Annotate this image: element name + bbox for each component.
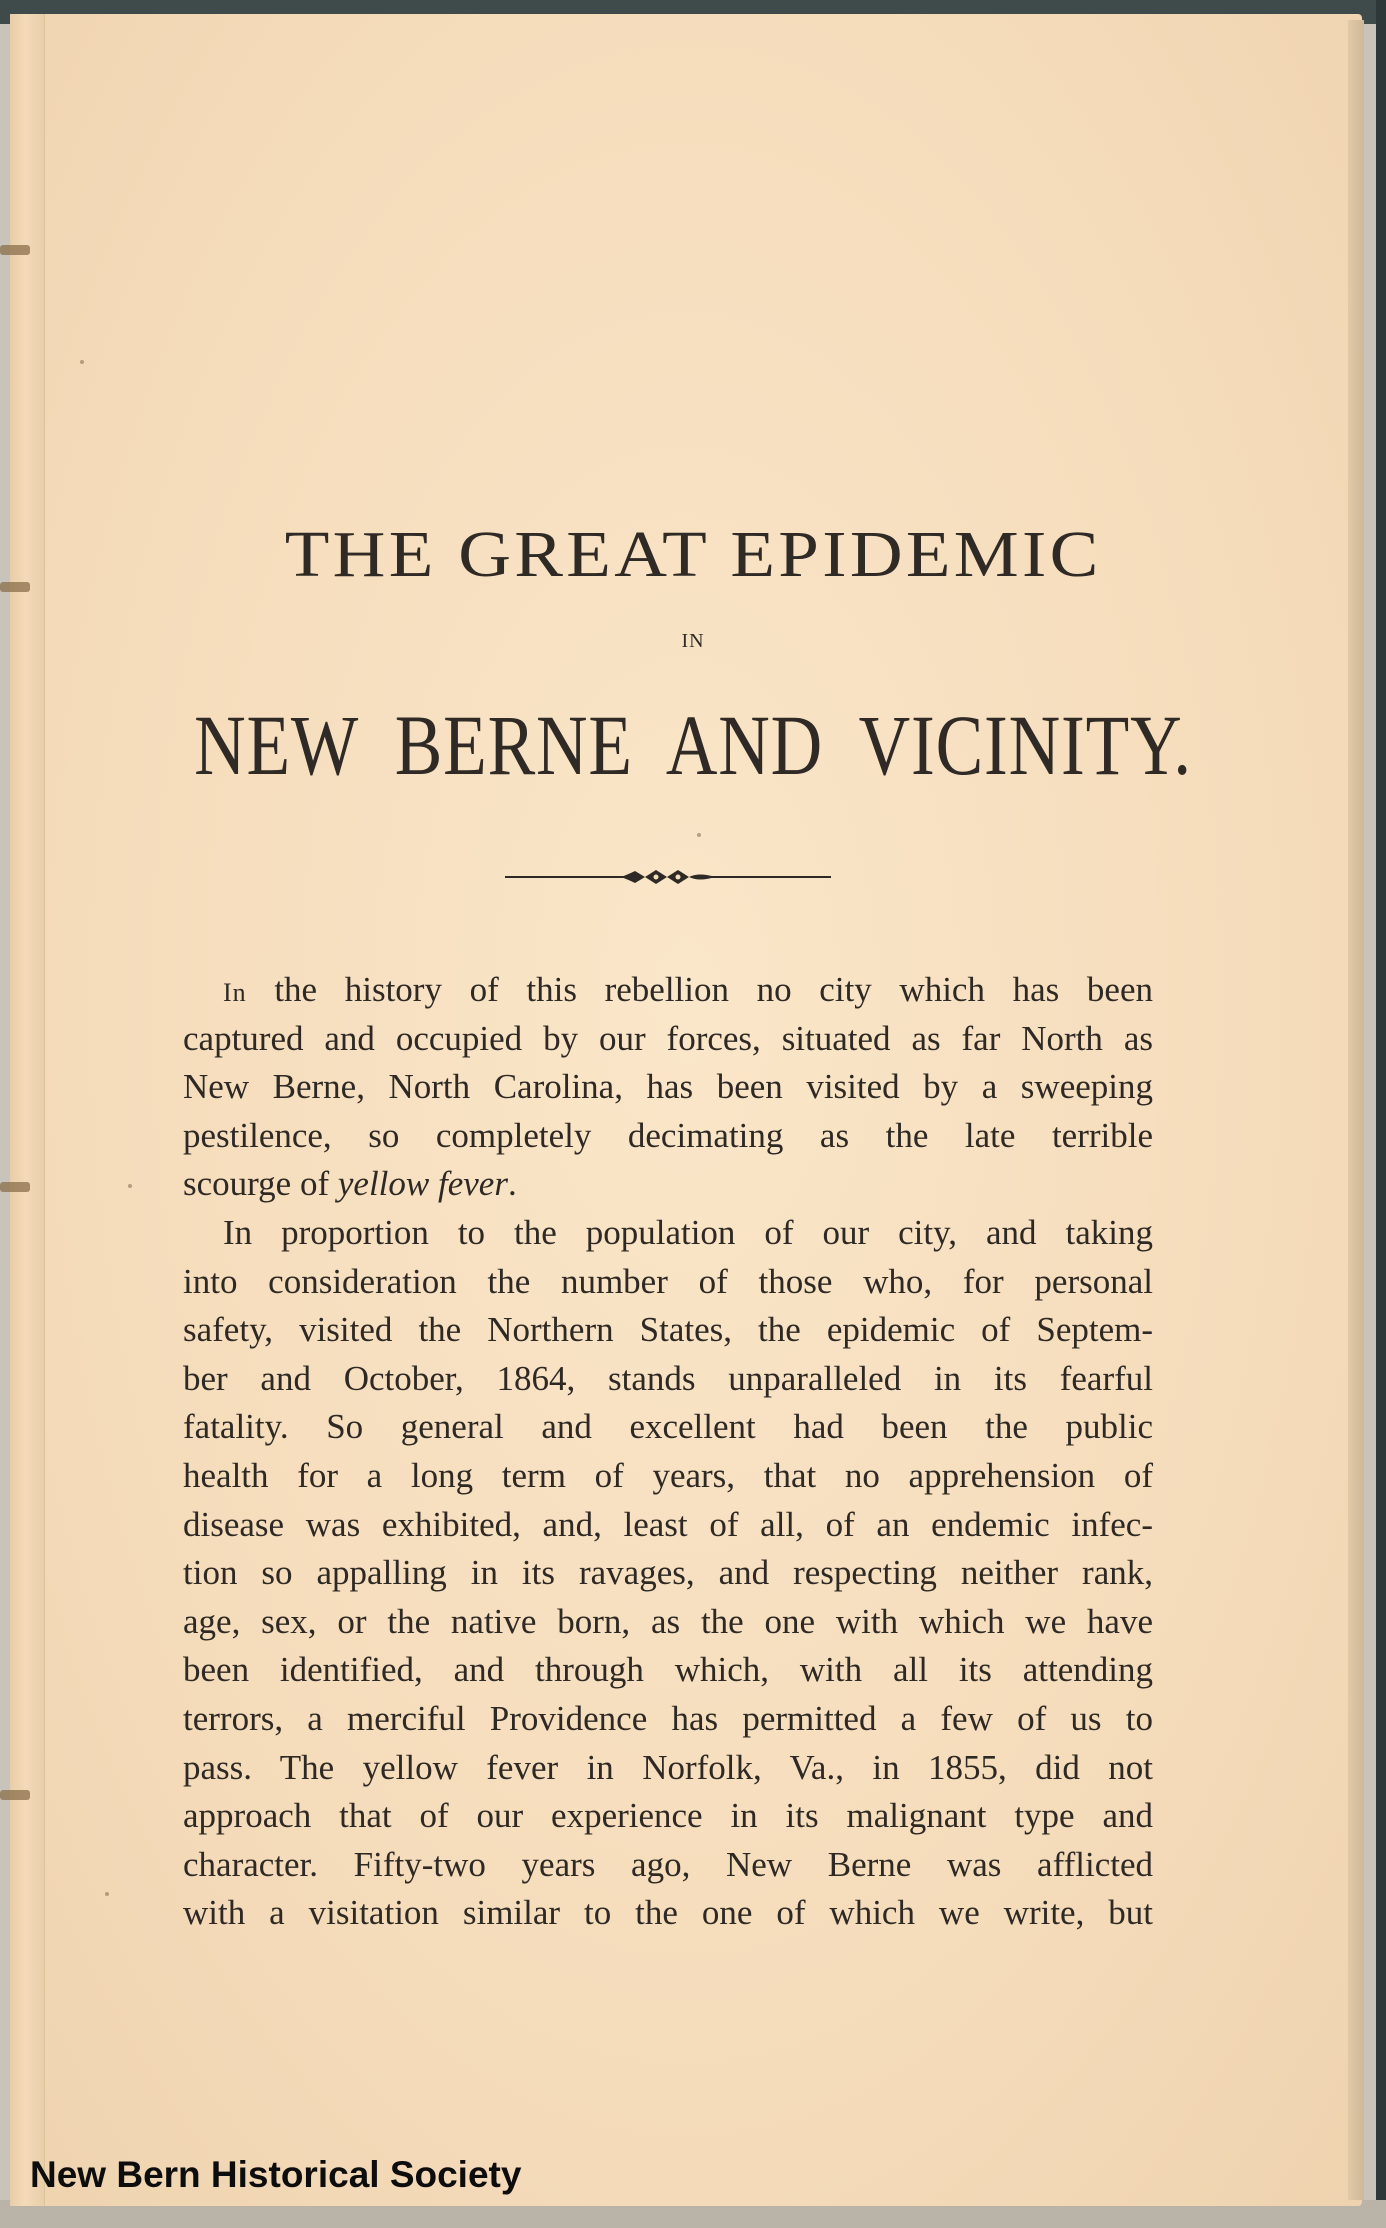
text-line: safety, visited the Northern States, the epidemic of Septem-: [183, 1310, 1153, 1350]
line-text: the history of this rebellion no city which has been: [246, 970, 1153, 1009]
text-line: tion so appalling in its ravages, and respecting neither rank,: [183, 1553, 1153, 1593]
title-line-1: THE GREAT EPIDEMIC: [284, 518, 1102, 591]
text-line: approach that of our experience in its malignant type and: [183, 1796, 1153, 1836]
paragraph-2: [183, 1209, 1153, 1938]
text-line: fatality. So general and excellent had been the public: [183, 1407, 1153, 1447]
text-line: New Berne, North Carolina, has been visited by a sweeping: [183, 1067, 1153, 1107]
line-text: scourge of: [183, 1164, 338, 1204]
text-line: pestilence, so completely decimating as the late terrible: [183, 1115, 1153, 1155]
small-caps-opening: In: [223, 978, 247, 1007]
watermark-label: New Bern Historical Society: [30, 2154, 522, 2195]
text-line: disease was exhibited, and, least of all, of an endemic infec-: [183, 1504, 1153, 1544]
text-line: age, sex, or the native born, as the one with which we have: [183, 1601, 1153, 1641]
italic-phrase: yellow fever: [337, 1164, 508, 1204]
text-line: health for a long term of years, that no apprehension of: [183, 1455, 1153, 1495]
body-text: [183, 966, 1153, 1938]
paragraph-1: [183, 966, 1153, 1209]
text-line: with a visitation similar to the one of which we write, but: [183, 1893, 1153, 1933]
text-line: been identified, and through which, with all its attending: [183, 1650, 1153, 1690]
text-line: into consideration the number of those who, for personal: [183, 1261, 1153, 1301]
text-line: character. Fifty-two years ago, New Berne was afflicted: [183, 1844, 1153, 1884]
decorative-rule-icon: [505, 866, 831, 888]
text-line: [183, 966, 1153, 1015]
text-line: pass. The yellow fever in Norfolk, Va., in 1855, did not: [183, 1747, 1153, 1787]
text-line: ber and October, 1864, stands unparalleled in its fearful: [183, 1358, 1153, 1398]
line-text: .: [507, 1164, 517, 1204]
text-line: In proportion to the population of our city, and taking: [223, 1212, 1153, 1252]
text-line: [183, 1160, 1153, 1209]
text-line: captured and occupied by our forces, situated as far North as: [183, 1018, 1153, 1058]
title-line-2: NEW BERNE AND VICINITY.: [194, 697, 1192, 793]
text-line: terrors, a merciful Providence has permitted a few of us to: [183, 1698, 1153, 1738]
title-connector: IN: [681, 630, 705, 652]
